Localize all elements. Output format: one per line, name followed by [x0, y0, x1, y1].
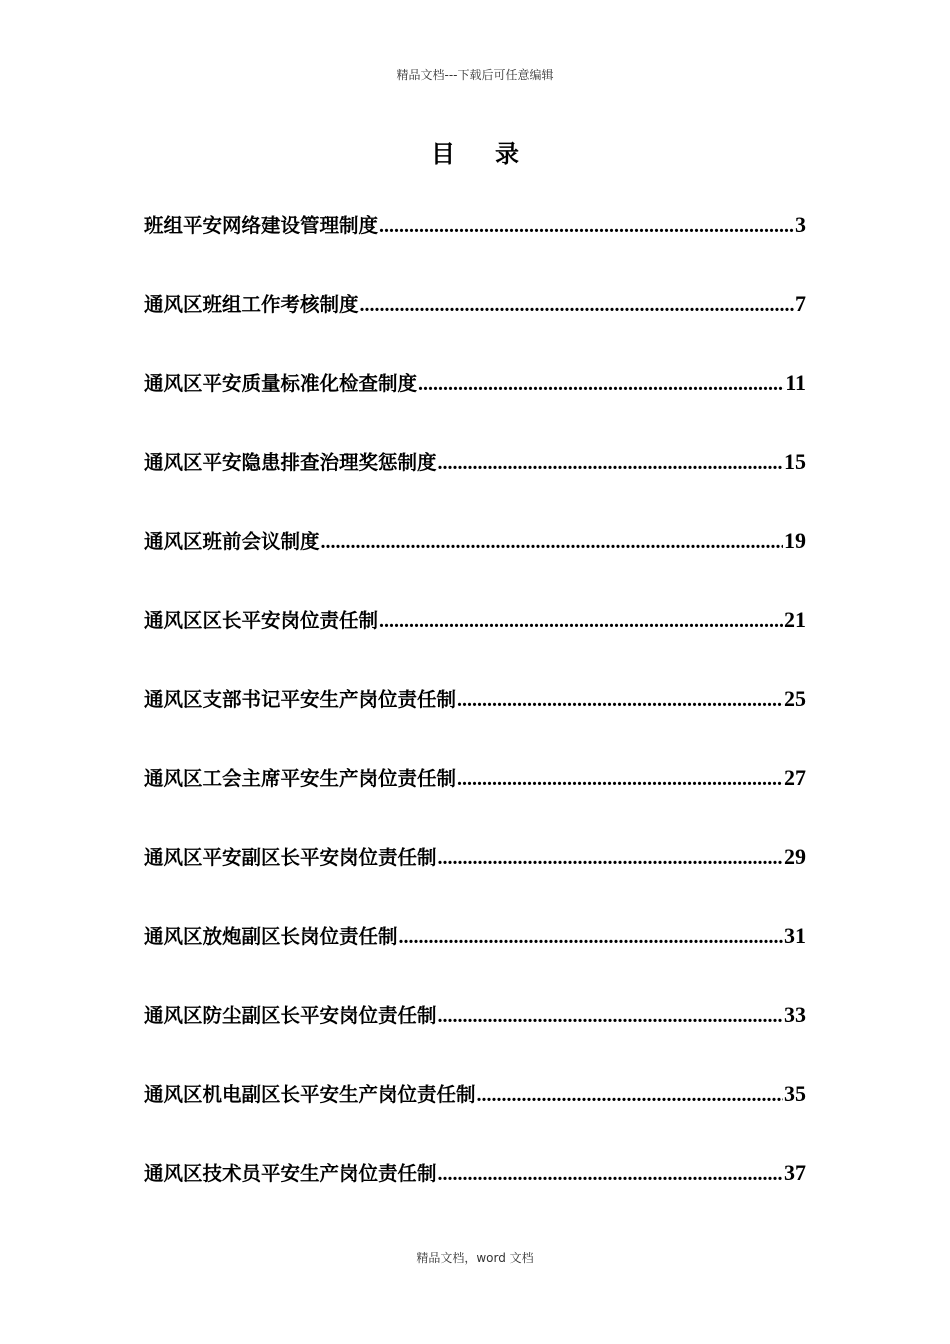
toc-entry-title: 班组平安网络建设管理制度 — [144, 214, 379, 237]
toc-entry-page: 25 — [784, 686, 806, 711]
toc-entry-title: 通风区支部书记平安生产岗位责任制 — [144, 688, 457, 711]
toc-entry-page: 37 — [784, 1160, 806, 1185]
toc-entry[interactable] — [144, 210, 806, 289]
toc-entry-title: 通风区工会主席平安生产岗位责任制 — [144, 767, 457, 790]
toc-dot-leader — [438, 1005, 783, 1028]
toc-entry-title: 通风区班组工作考核制度 — [144, 293, 359, 316]
toc-entry-page: 11 — [785, 370, 806, 395]
page-title: 目录 — [431, 139, 559, 168]
toc-entry-page: 31 — [784, 923, 806, 948]
toc-entry-title: 通风区平安隐患排查治理奖惩制度 — [144, 451, 437, 474]
toc-entry-page: 21 — [784, 607, 806, 632]
toc-entry-title: 通风区技术员平安生产岗位责任制 — [144, 1162, 437, 1185]
toc-dot-leader — [379, 610, 783, 633]
toc-entry-title: 通风区防尘副区长平安岗位责任制 — [144, 1004, 437, 1027]
toc-dot-leader — [360, 294, 794, 317]
toc-entry-page: 19 — [784, 528, 806, 553]
toc-entry[interactable] — [144, 684, 806, 763]
toc-entry-page: 29 — [784, 844, 806, 869]
toc-entry[interactable] — [144, 763, 806, 842]
toc-entry[interactable] — [144, 526, 806, 605]
toc-entry-page: 3 — [795, 212, 806, 237]
toc-entry[interactable] — [144, 289, 806, 368]
page-header: 精品文档---下载后可任意编辑 — [396, 68, 554, 82]
toc-entry[interactable] — [144, 368, 806, 447]
toc-entry-title: 通风区平安副区长平安岗位责任制 — [144, 846, 437, 869]
toc-dot-leader — [399, 926, 783, 949]
toc-dot-leader — [457, 689, 783, 712]
toc-dot-leader — [321, 531, 783, 554]
toc-dot-leader — [457, 768, 783, 791]
toc-dot-leader — [438, 452, 783, 475]
toc-entry[interactable] — [144, 1079, 806, 1158]
toc-entry-title: 通风区区长平安岗位责任制 — [144, 609, 379, 632]
toc-entry-title: 通风区放炮副区长岗位责任制 — [144, 925, 398, 948]
toc-dot-leader — [438, 847, 783, 870]
toc-entry-title: 通风区机电副区长平安生产岗位责任制 — [144, 1083, 476, 1106]
toc-entry-page: 35 — [784, 1081, 806, 1106]
toc-entry[interactable] — [144, 447, 806, 526]
toc-entry-page: 7 — [795, 291, 806, 316]
toc-entry[interactable] — [144, 1158, 806, 1237]
toc-entry-title: 通风区班前会议制度 — [144, 530, 320, 553]
toc-dot-leader — [379, 215, 794, 238]
toc-entry-page: 15 — [784, 449, 806, 474]
toc-entry[interactable] — [144, 1000, 806, 1079]
toc-entry[interactable] — [144, 605, 806, 684]
toc-entry-page: 33 — [784, 1002, 806, 1027]
toc-entry[interactable] — [144, 921, 806, 1000]
toc-entry-page: 27 — [784, 765, 806, 790]
toc-entry-title: 通风区平安质量标准化检查制度 — [144, 372, 418, 395]
page-footer: 精品文档，word 文档 — [416, 1251, 534, 1265]
toc-dot-leader — [477, 1084, 783, 1107]
table-of-contents — [144, 210, 806, 1237]
toc-dot-leader — [418, 373, 784, 396]
toc-entry[interactable] — [144, 842, 806, 921]
toc-dot-leader — [438, 1163, 783, 1186]
